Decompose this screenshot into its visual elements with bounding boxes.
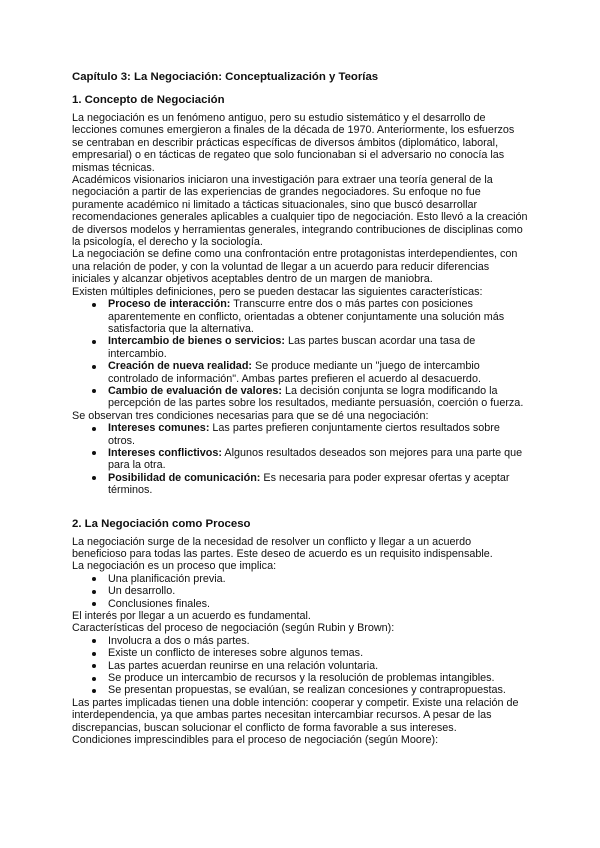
list-item-term: Intercambio de bienes o servicios: — [108, 335, 286, 348]
rubin-brown-list — [72, 635, 528, 697]
list-item-text: La decisión conjunta se logra modificando la percepción de las partes sobre los resultados, mediante persuasión, coerción o fuerza. — [108, 384, 524, 410]
list-item — [108, 422, 528, 447]
section-2-heading: 2. La Negociación como Proceso — [72, 517, 251, 530]
list-item — [108, 298, 528, 335]
list-item-term: Proceso de interacción: — [108, 298, 231, 311]
list-item-text: Es necesaria para poder expresar ofertas y aceptar términos. — [108, 471, 510, 497]
characteristics-list — [72, 298, 528, 410]
list-item: Se produce un intercambio de recursos y la resolución de problemas intangibles. — [108, 672, 528, 684]
list-intro: Existen múltiples definiciones, pero se pueden destacar las siguientes características: — [72, 285, 483, 298]
list-item-text: Las partes prefieren conjuntamente ciertos resultados sobre otros. — [108, 422, 500, 447]
paragraph: La negociación es un fenómeno antiguo, pero su estudio sistemático y el desarrollo de lecciones comunes emergieron a finales de la década de 1970. Anteriormente, los esfuerzos se centraban en describir prácticas específicas de diversos ámbitos (diplomático, laboral, empresarial) o en tácticas de regateo que solo funcionaban si el adversario no conocía las mismas técnicas. — [72, 112, 515, 174]
list-item-term: Intereses conflictivos: — [108, 446, 223, 459]
list-item: Una planificación previa. — [108, 573, 528, 585]
list-item: Existe un conflicto de intereses sobre algunos temas. — [108, 647, 528, 659]
paragraph: Académicos visionarios iniciaron una investigación para extraer una teoría general de la negociación a partir de las experiencias de grandes negociadores. Su enfoque no fue puramente académico ni limitado a tácticas situacionales, sino que buscó desarrollar recomendaciones generales aplicables a cualquier tipo de negociación. Esto llevó a la creación de diversos modelos y herramientas generales, integrando contribuciones de disciplinas como la psicología, el derecho y la sociología. — [72, 174, 528, 249]
list-item — [108, 385, 528, 410]
list-intro: Se observan tres condiciones necesarias para que se dé una negociación: — [72, 409, 429, 422]
list-item-text: Se produce mediante un "juego de intercambio controlado de información". Ambas partes prefieren el acuerdo al desacuerdo. — [108, 360, 481, 385]
list-item-term: Intereses comunes: — [108, 422, 210, 435]
list-intro: Características del proceso de negociación (según Rubin y Brown): — [72, 622, 395, 635]
conditions-list — [72, 422, 528, 496]
list-item — [108, 472, 528, 497]
paragraph: El interés por llegar a un acuerdo es fundamental. — [72, 610, 311, 623]
paragraph: La negociación se define como una confrontación entre protagonistas interdependientes, con una relación de poder, y con la voluntad de llegar a un acuerdo para reducir diferencias iniciales y alcanzar objetivos aceptables dentro de un margen de maniobra. — [72, 248, 518, 286]
list-item-text: Algunos resultados deseados son mejores para una parte que para la otra. — [108, 446, 523, 472]
chapter-title: Capítulo 3: La Negociación: Conceptualización y Teorías — [72, 71, 379, 83]
section-1-heading: 1. Concepto de Negociación — [72, 94, 225, 106]
list-item-term: Creación de nueva realidad: — [108, 360, 253, 373]
list-item: Un desarrollo. — [108, 585, 528, 597]
process-list — [72, 573, 528, 610]
paragraph: Las partes implicadas tienen una doble intención: cooperar y competir. Existe una relación de interdependencia, ya que ambas partes necesitan intercambiar recursos. A pesar de las discrepancias, buscan solucionar el conflicto de forma favorable a sus intereses. — [72, 696, 519, 734]
list-item: Se presentan propuestas, se evalúan, se realizan concesiones y contrapropuestas. — [108, 684, 528, 696]
section-spacer — [72, 497, 528, 517]
list-intro: La negociación es un proceso que implica: — [72, 560, 277, 573]
paragraph: Condiciones imprescindibles para el proceso de negociación (según Moore): — [72, 734, 439, 747]
list-item — [108, 447, 528, 472]
list-item-text: Transcurre entre dos o más partes con posiciones aparentemente en conflicto, orientadas a obtener conjuntamente una solución más satisfactoria que la alternativa. — [108, 298, 505, 335]
list-item-term: Cambio de evaluación de valores: — [108, 384, 283, 397]
list-item: Conclusiones finales. — [108, 598, 528, 610]
paragraph: La negociación surge de la necesidad de resolver un conflicto y llegar a un acuerdo beneficioso para todas las partes. Este deseo de acuerdo es un requisito indispensable. — [72, 535, 493, 560]
list-item — [108, 335, 528, 360]
list-item-text: Las partes buscan acordar una tasa de intercambio. — [108, 335, 476, 360]
list-item: Involucra a dos o más partes. — [108, 635, 528, 647]
list-item: Las partes acuerdan reunirse en una relación voluntaria. — [108, 660, 528, 672]
list-item — [108, 360, 528, 385]
document-body — [72, 70, 528, 747]
list-item-term: Posibilidad de comunicación: — [108, 471, 261, 484]
